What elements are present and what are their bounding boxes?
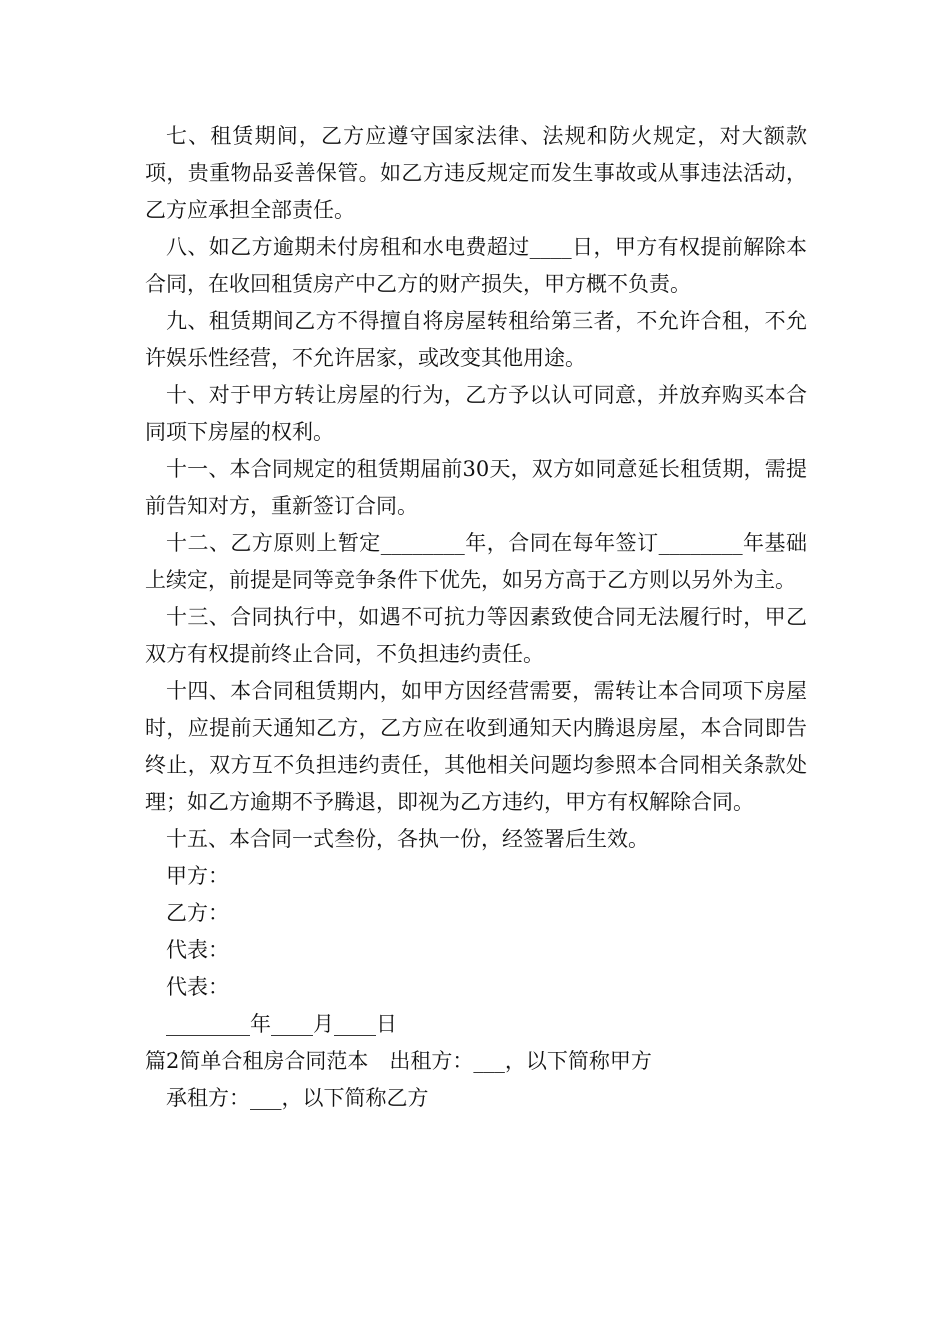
clause-13: 十三、合同执行中，如遇不可抗力等因素致使合同无法履行时，甲乙双方有权提前终止合同，不负担违约责任。 <box>145 605 807 666</box>
representative-1: 代表： <box>166 938 229 962</box>
clause-12: 十二、乙方原则上暂定________年，合同在每年签订________年基础上续定，前提是同等竞争条件下优先，如另方高于乙方则以另外为主。 <box>145 531 807 592</box>
signature-date: ________年____月____日 <box>166 1012 397 1036</box>
clause-14: 十四、本合同租赁期内，如甲方因经营需要，需转让本合同项下房屋时，应提前天通知乙方，乙方应在收到通知天内腾退房屋，本合同即告终止，双方互不负担违约责任，其他相关问题均参照本合同相关条款处理；如乙方逾期不予腾退，即视为乙方违约，甲方有权解除合同。 <box>145 679 807 814</box>
clause-8: 八、如乙方逾期未付房租和水电费超过____日，甲方有权提前解除本合同，在收回租赁房产中乙方的财产损失，甲方概不负责。 <box>145 235 807 296</box>
party-a-signature: 甲方： <box>166 864 229 888</box>
document-page <box>145 118 807 1117</box>
clause-9: 九、租赁期间乙方不得擅自将房屋转租给第三者，不允许合租，不允许娱乐性经营，不允许居家，或改变其他用途。 <box>145 309 807 370</box>
clause-10: 十、对于甲方转让房屋的行为，乙方予以认可同意，并放弃购买本合同项下房屋的权利。 <box>145 383 807 444</box>
clause-11: 十一、本合同规定的租赁期届前30天，双方如同意延长租赁期，需提前告知对方，重新签订合同。 <box>145 457 807 518</box>
clause-7: 七、租赁期间，乙方应遵守国家法律、法规和防火规定，对大额款项，贵重物品妥善保管。如乙方违反规定而发生事故或从事违法活动，乙方应承担全部责任。 <box>145 124 807 222</box>
next-contract-title: 篇2简单合租房合同范本 出租方：___，以下简称甲方 <box>145 1049 652 1073</box>
representative-2: 代表： <box>166 975 229 999</box>
tenant-line: 承租方：___，以下简称乙方 <box>166 1086 429 1110</box>
clause-15: 十五、本合同一式叁份，各执一份，经签署后生效。 <box>166 827 649 851</box>
party-b-signature: 乙方： <box>166 901 229 925</box>
